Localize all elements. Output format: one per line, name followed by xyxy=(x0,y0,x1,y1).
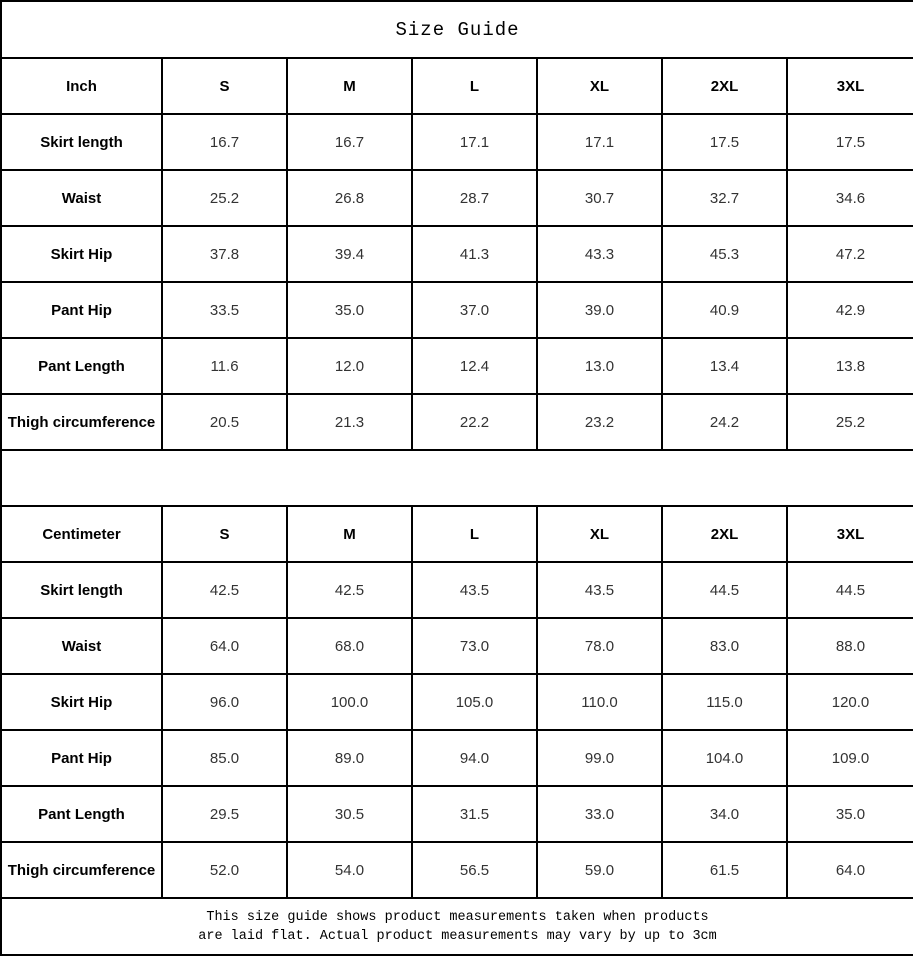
measurement-value-cell: 88.0 xyxy=(787,618,913,674)
title-section xyxy=(1,1,913,58)
measurement-value-cell: 34.0 xyxy=(662,786,787,842)
measurement-value-cell: 32.7 xyxy=(662,170,787,226)
measurement-label-cell: Pant Hip xyxy=(1,730,162,786)
measurement-label-cell: Skirt Hip xyxy=(1,674,162,730)
measurement-value-cell: 33.5 xyxy=(162,282,287,338)
measurement-value-cell: 11.6 xyxy=(162,338,287,394)
measurement-value-cell: 30.5 xyxy=(287,786,412,842)
measurement-value-cell: 85.0 xyxy=(162,730,287,786)
measurement-value-cell: 47.2 xyxy=(787,226,913,282)
measurement-value-cell: 12.0 xyxy=(287,338,412,394)
measurement-value-cell: 43.3 xyxy=(537,226,662,282)
measurement-value-cell: 43.5 xyxy=(537,562,662,618)
measurement-value-cell: 16.7 xyxy=(162,114,287,170)
inch-size-table xyxy=(1,58,913,450)
measurement-row xyxy=(1,730,913,786)
measurement-value-cell: 30.7 xyxy=(537,170,662,226)
measurement-value-cell: 78.0 xyxy=(537,618,662,674)
measurement-value-cell: 115.0 xyxy=(662,674,787,730)
measurement-value-cell: 17.1 xyxy=(412,114,537,170)
measurement-value-cell: 39.4 xyxy=(287,226,412,282)
measurement-label-cell: Skirt length xyxy=(1,114,162,170)
measurement-value-cell: 25.2 xyxy=(787,394,913,450)
measurement-row xyxy=(1,282,913,338)
measurement-value-cell: 44.5 xyxy=(662,562,787,618)
measurement-value-cell: 45.3 xyxy=(662,226,787,282)
footer-note-line2: are laid flat. Actual product measurements may vary by up to 3cm xyxy=(198,928,717,944)
size-header-cell: S xyxy=(162,506,287,562)
measurement-row xyxy=(1,842,913,898)
measurement-value-cell: 22.2 xyxy=(412,394,537,450)
spacer-row xyxy=(1,450,913,506)
measurement-value-cell: 13.8 xyxy=(787,338,913,394)
measurement-value-cell: 31.5 xyxy=(412,786,537,842)
footer-note xyxy=(1,898,913,955)
size-header-cell: M xyxy=(287,506,412,562)
measurement-value-cell: 44.5 xyxy=(787,562,913,618)
size-header-cell: XL xyxy=(537,58,662,114)
measurement-row xyxy=(1,114,913,170)
measurement-row xyxy=(1,170,913,226)
footer-row xyxy=(1,898,913,955)
page-title: Size Guide xyxy=(1,1,913,58)
size-header-row xyxy=(1,506,913,562)
measurement-row xyxy=(1,226,913,282)
unit-label-cell: Inch xyxy=(1,58,162,114)
measurement-value-cell: 59.0 xyxy=(537,842,662,898)
measurement-value-cell: 42.9 xyxy=(787,282,913,338)
measurement-value-cell: 42.5 xyxy=(287,562,412,618)
measurement-value-cell: 40.9 xyxy=(662,282,787,338)
measurement-value-cell: 109.0 xyxy=(787,730,913,786)
measurement-value-cell: 41.3 xyxy=(412,226,537,282)
measurement-value-cell: 26.8 xyxy=(287,170,412,226)
measurement-label-cell: Pant Length xyxy=(1,786,162,842)
measurement-value-cell: 16.7 xyxy=(287,114,412,170)
footer-note-line1: This size guide shows product measurements taken when products xyxy=(206,909,709,925)
size-header-cell: 3XL xyxy=(787,506,913,562)
measurement-value-cell: 110.0 xyxy=(537,674,662,730)
measurement-value-cell: 17.5 xyxy=(787,114,913,170)
size-header-cell: L xyxy=(412,506,537,562)
measurement-value-cell: 64.0 xyxy=(787,842,913,898)
measurement-value-cell: 37.8 xyxy=(162,226,287,282)
measurement-value-cell: 104.0 xyxy=(662,730,787,786)
measurement-value-cell: 23.2 xyxy=(537,394,662,450)
measurement-value-cell: 100.0 xyxy=(287,674,412,730)
measurement-value-cell: 12.4 xyxy=(412,338,537,394)
measurement-value-cell: 96.0 xyxy=(162,674,287,730)
measurement-label-cell: Waist xyxy=(1,170,162,226)
measurement-row xyxy=(1,786,913,842)
measurement-value-cell: 29.5 xyxy=(162,786,287,842)
measurement-label-cell: Skirt length xyxy=(1,562,162,618)
size-header-cell: 2XL xyxy=(662,506,787,562)
measurement-value-cell: 35.0 xyxy=(287,282,412,338)
measurement-value-cell: 25.2 xyxy=(162,170,287,226)
measurement-value-cell: 34.6 xyxy=(787,170,913,226)
measurement-value-cell: 13.0 xyxy=(537,338,662,394)
measurement-value-cell: 43.5 xyxy=(412,562,537,618)
measurement-value-cell: 52.0 xyxy=(162,842,287,898)
measurement-value-cell: 120.0 xyxy=(787,674,913,730)
measurement-value-cell: 35.0 xyxy=(787,786,913,842)
table-spacer xyxy=(1,450,913,506)
measurement-value-cell: 68.0 xyxy=(287,618,412,674)
measurement-label-cell: Waist xyxy=(1,618,162,674)
measurement-value-cell: 28.7 xyxy=(412,170,537,226)
measurement-value-cell: 56.5 xyxy=(412,842,537,898)
measurement-value-cell: 89.0 xyxy=(287,730,412,786)
measurement-value-cell: 73.0 xyxy=(412,618,537,674)
measurement-value-cell: 83.0 xyxy=(662,618,787,674)
footer-section xyxy=(1,898,913,955)
measurement-label-cell: Pant Length xyxy=(1,338,162,394)
size-header-row xyxy=(1,58,913,114)
measurement-value-cell: 17.5 xyxy=(662,114,787,170)
measurement-value-cell: 39.0 xyxy=(537,282,662,338)
measurement-value-cell: 24.2 xyxy=(662,394,787,450)
title-row xyxy=(1,1,913,58)
measurement-row xyxy=(1,338,913,394)
table-spacer-section xyxy=(1,450,913,506)
size-header-cell: XL xyxy=(537,506,662,562)
size-header-cell: 3XL xyxy=(787,58,913,114)
measurement-value-cell: 33.0 xyxy=(537,786,662,842)
measurement-value-cell: 17.1 xyxy=(537,114,662,170)
measurement-row xyxy=(1,394,913,450)
measurement-row xyxy=(1,674,913,730)
measurement-value-cell: 20.5 xyxy=(162,394,287,450)
measurement-value-cell: 42.5 xyxy=(162,562,287,618)
measurement-value-cell: 54.0 xyxy=(287,842,412,898)
measurement-value-cell: 64.0 xyxy=(162,618,287,674)
measurement-label-cell: Skirt Hip xyxy=(1,226,162,282)
measurement-value-cell: 99.0 xyxy=(537,730,662,786)
size-header-cell: L xyxy=(412,58,537,114)
size-header-cell: M xyxy=(287,58,412,114)
measurement-value-cell: 21.3 xyxy=(287,394,412,450)
measurement-row xyxy=(1,618,913,674)
measurement-value-cell: 105.0 xyxy=(412,674,537,730)
measurement-label-cell: Pant Hip xyxy=(1,282,162,338)
size-header-cell: S xyxy=(162,58,287,114)
measurement-value-cell: 37.0 xyxy=(412,282,537,338)
measurement-label-cell: Thigh circumference xyxy=(1,394,162,450)
measurement-row xyxy=(1,562,913,618)
unit-label-cell: Centimeter xyxy=(1,506,162,562)
measurement-value-cell: 61.5 xyxy=(662,842,787,898)
measurement-label-cell: Thigh circumference xyxy=(1,842,162,898)
measurement-value-cell: 13.4 xyxy=(662,338,787,394)
size-header-cell: 2XL xyxy=(662,58,787,114)
centimeter-size-table xyxy=(1,506,913,898)
measurement-value-cell: 94.0 xyxy=(412,730,537,786)
